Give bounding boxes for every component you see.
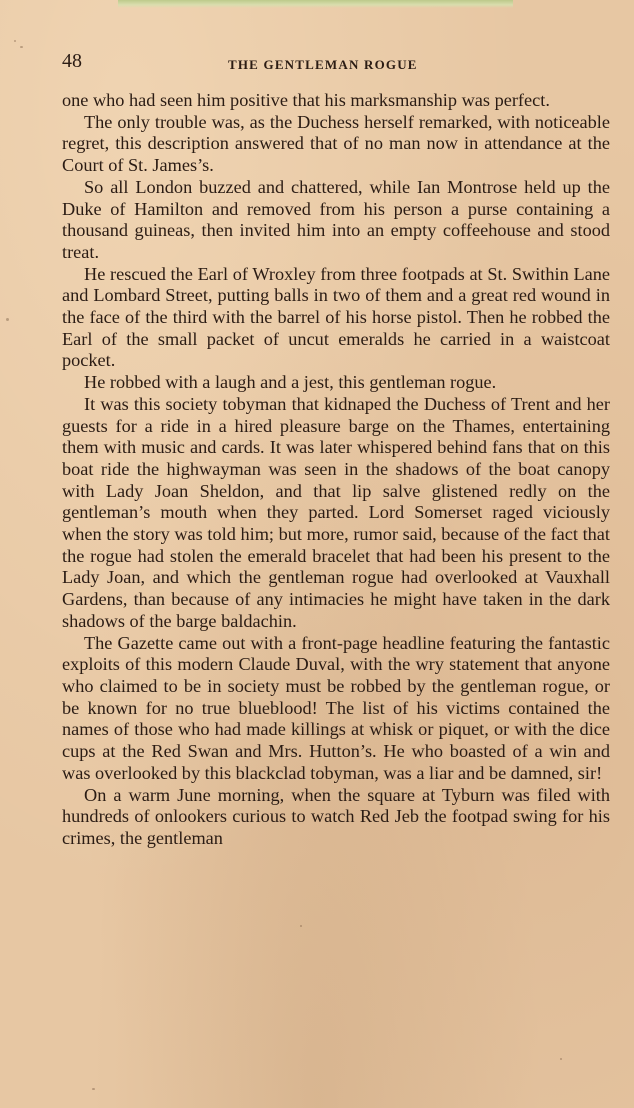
paragraph: The only trouble was, as the Duchess herself remarked, with noticeable regret, this description answered that of no man now in attendance at the Court of St. James’s. [62,111,610,176]
body-text [62,90,610,1050]
paragraph: It was this society tobyman that kidnaped the Duchess of Trent and her guests for a ride in a hired pleasure barge on the Thames, entertaining them with music and cards. It was later whispered behind fans that on this boat ride the highwayman was seen in the shadows of the boat canopy with Lady Joan Sheldon, and that lip salve glistened redly on the gentleman’s mouth when they parted. Lord Somerset raged viciously when the story was told him; but more, rumor said, because of the fact that the rogue had stolen the emerald bracelet that had been his present to the Lady Joan, and which the gentleman rogue had overlooked at Vauxhall Gardens, than because of any intimacies he might have taken in the dark shadows of the barge baldachin. [62,393,610,631]
paragraph: So all London buzzed and chattered, while Ian Montrose held up the Duke of Hamilton and removed from his person a purse containing a thousand guineas, then invited him into an empty coffeehouse and stood treat. [62,176,610,262]
paragraph: one who had seen him positive that his marksmanship was perfect. [62,90,550,110]
paragraph: The Gazette came out with a front-page headline featuring the fantastic exploits of this modern Claude Duval, with the wry statement that anyone who claimed to be in society must be robbed by the gentleman rogue, or be known for no true blueblood! The list of his victims contained the names of those who had made killings at whisk or piquet, or with the dice cups at the Red Swan and Mrs. Hutton’s. He who boasted of a win and was overlooked by this blackclad tobyman, was a liar and be damned, sir! [62,632,610,783]
paragraph: On a warm June morning, when the square at Tyburn was filed with hundreds of onlookers curious to watch Red Jeb the footpad swing for his crimes, the gentleman [62,784,610,848]
running-head [62,50,610,78]
running-title: THE GENTLEMAN ROGUE [228,57,418,72]
page-number: 48 [62,50,82,72]
paragraph: He rescued the Earl of Wroxley from three footpads at St. Swithin Lane and Lombard Street, putting balls in two of them and a great red wound in the face of the third with the barrel of his horse pistol. Then he robbed the Earl of the small packet of uncut emeralds he carried in a waistcoat pocket. [62,263,610,371]
paragraph: He robbed with a laugh and a jest, this gentleman rogue. [84,372,497,393]
